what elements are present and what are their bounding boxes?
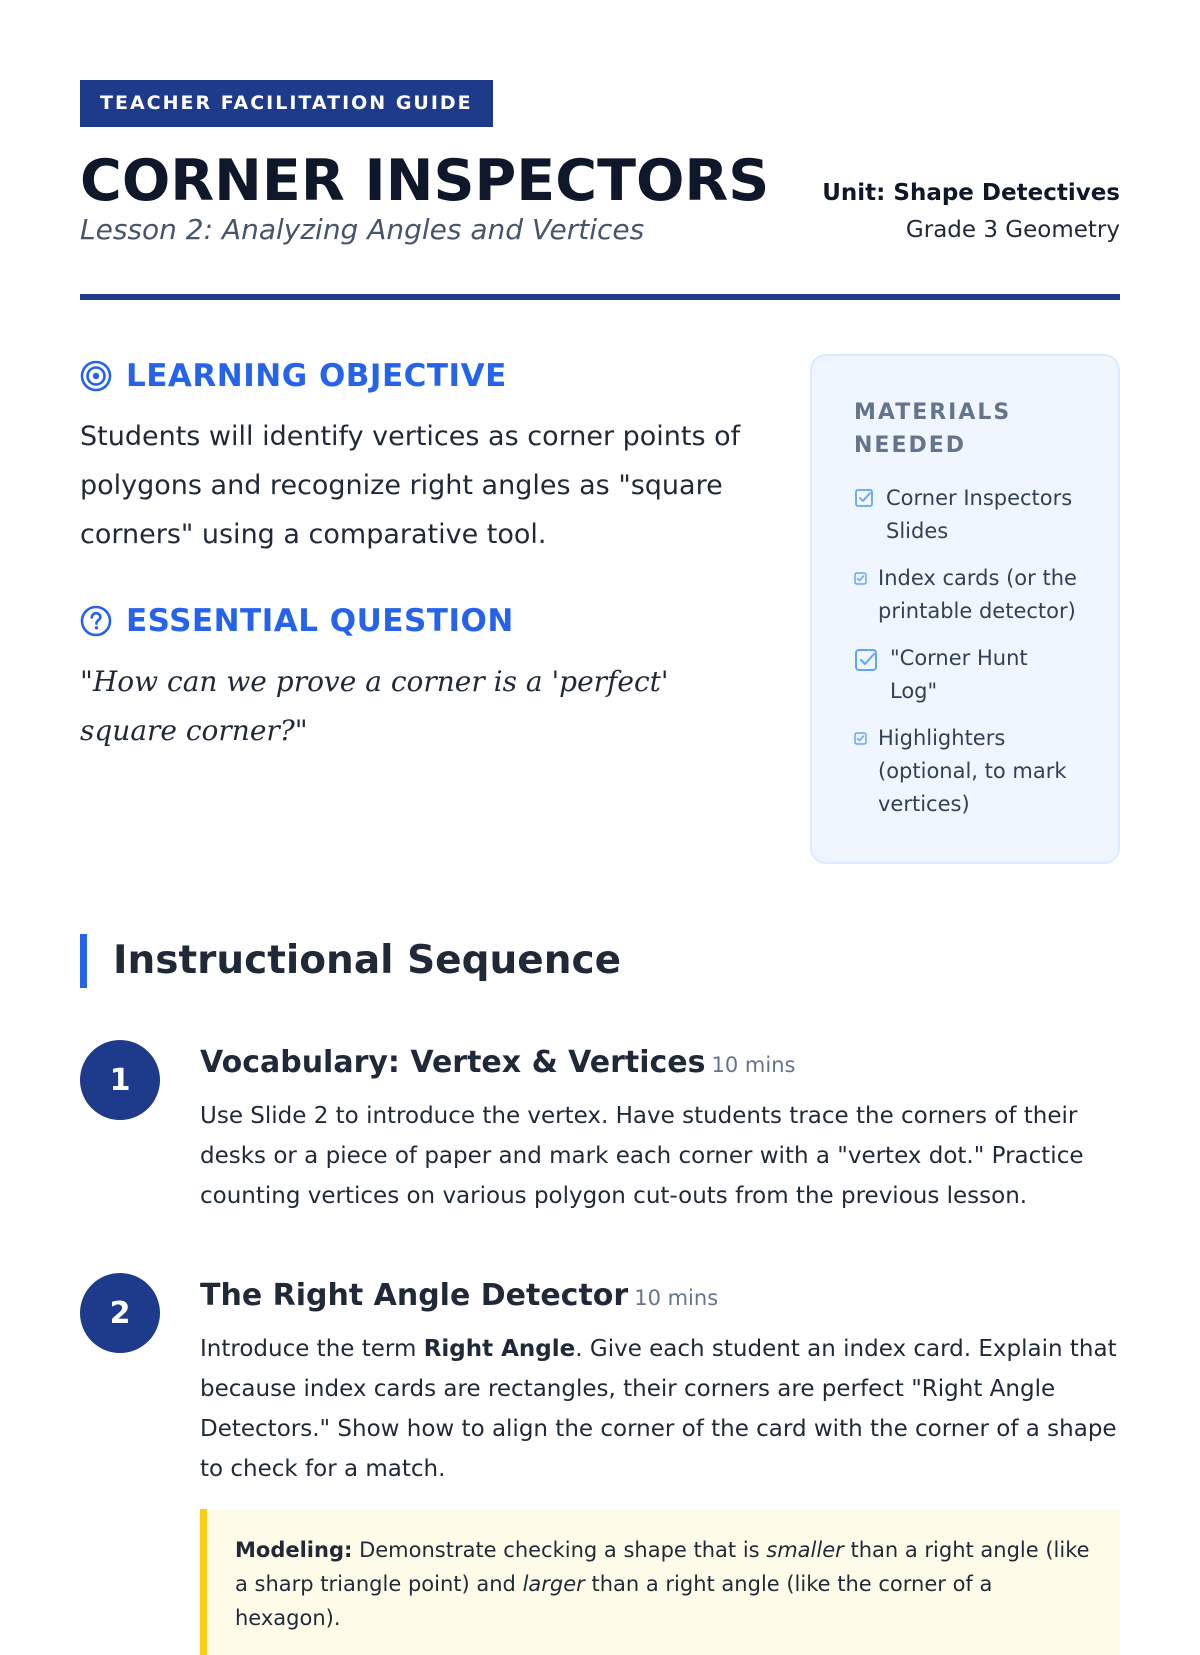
step-title-text: Vocabulary: Vertex & Vertices bbox=[200, 1045, 706, 1080]
materials-panel bbox=[810, 354, 1120, 864]
target-icon bbox=[80, 360, 112, 392]
materials-item-label: Highlighters (optional, to mark vertices) bbox=[878, 726, 1067, 816]
guide-type-badge: TEACHER FACILITATION GUIDE bbox=[80, 80, 493, 127]
note-label: Modeling: bbox=[235, 1538, 353, 1562]
note-text-part: than a right angle (like the corner of a hexagon). bbox=[235, 1572, 993, 1630]
header-divider bbox=[80, 294, 1120, 300]
note-text-part: Demonstrate checking a shape that is bbox=[352, 1538, 767, 1562]
sequence-accent-bar bbox=[80, 934, 87, 988]
step-description bbox=[200, 1329, 1120, 1489]
objective-text: Students will identify vertices as corner points of polygons and recognize right angles as "square corners" using a comparative tool. bbox=[80, 421, 741, 550]
key-term: Right Angle bbox=[423, 1336, 576, 1362]
step-title-text: The Right Angle Detector bbox=[200, 1278, 629, 1313]
materials-item-label: Corner Inspectors Slides bbox=[886, 486, 1073, 543]
essential-question-heading-label: ESSENTIAL QUESTION bbox=[126, 603, 514, 639]
step-body bbox=[200, 1273, 1120, 1655]
lesson-title: CORNER INSPECTORS bbox=[80, 148, 770, 214]
step-title bbox=[200, 1273, 1120, 1321]
essential-question-heading bbox=[80, 601, 760, 641]
checkbox-checked-icon bbox=[854, 728, 868, 750]
materials-item bbox=[854, 562, 1078, 628]
checkbox-checked-icon bbox=[854, 568, 868, 590]
materials-heading: MATERIALS NEEDED bbox=[854, 400, 1012, 458]
step-description: Use Slide 2 to introduce the vertex. Have students trace the corners of their desks or a piece of paper and mark each corner with a "vertex dot." Practice counting vertices on various polygon cut-outs from the previous lesson. bbox=[200, 1103, 1084, 1209]
materials-item bbox=[854, 722, 1078, 821]
materials-item bbox=[854, 482, 1078, 548]
modeling-note bbox=[200, 1509, 1120, 1655]
note-text-part: than a right angle (like a sharp triangle point) and bbox=[235, 1538, 1090, 1596]
step-number-badge: 2 bbox=[80, 1273, 160, 1353]
lesson-subtitle: Lesson 2: Analyzing Angles and Vertices bbox=[80, 213, 645, 246]
objective-heading-label: LEARNING OBJECTIVE bbox=[126, 358, 507, 394]
question-circle-icon bbox=[80, 605, 112, 637]
step-number-badge: 1 bbox=[80, 1040, 160, 1120]
checkbox-checked-icon bbox=[854, 488, 876, 510]
step-duration: 10 mins bbox=[634, 1286, 719, 1310]
materials-list bbox=[854, 482, 1078, 821]
step-title bbox=[200, 1040, 1120, 1088]
note-emphasis: smaller bbox=[766, 1538, 844, 1562]
step-duration: 10 mins bbox=[711, 1053, 796, 1077]
guide-page bbox=[80, 80, 1120, 1630]
objective-heading bbox=[80, 356, 760, 396]
materials-item bbox=[854, 642, 1078, 708]
checkbox-checked-icon bbox=[854, 648, 880, 674]
materials-item-label: Index cards (or the printable detector) bbox=[878, 566, 1077, 623]
step-text-part: Introduce the term bbox=[200, 1336, 424, 1362]
grade-level: Grade 3 Geometry bbox=[905, 217, 1120, 243]
sequence-heading bbox=[80, 934, 621, 988]
unit-info bbox=[822, 176, 1120, 250]
note-emphasis: larger bbox=[522, 1572, 585, 1596]
sequence-title: Instructional Sequence bbox=[113, 938, 622, 983]
overview-column bbox=[80, 356, 760, 755]
materials-item-label: "Corner Hunt Log" bbox=[890, 646, 1028, 703]
step-text-part: . Give each student an index card. Explain that because index cards are rectangles, their corners are perfect "Right Angle Detectors." Show how to align the corner of the card with the corner of a shape to check for a match. bbox=[200, 1336, 1117, 1482]
essential-question-text: "How can we prove a corner is a 'perfect' square corner?" bbox=[80, 665, 669, 747]
unit-name: Unit: Shape Detectives bbox=[822, 180, 1120, 206]
step-body bbox=[200, 1040, 1120, 1216]
